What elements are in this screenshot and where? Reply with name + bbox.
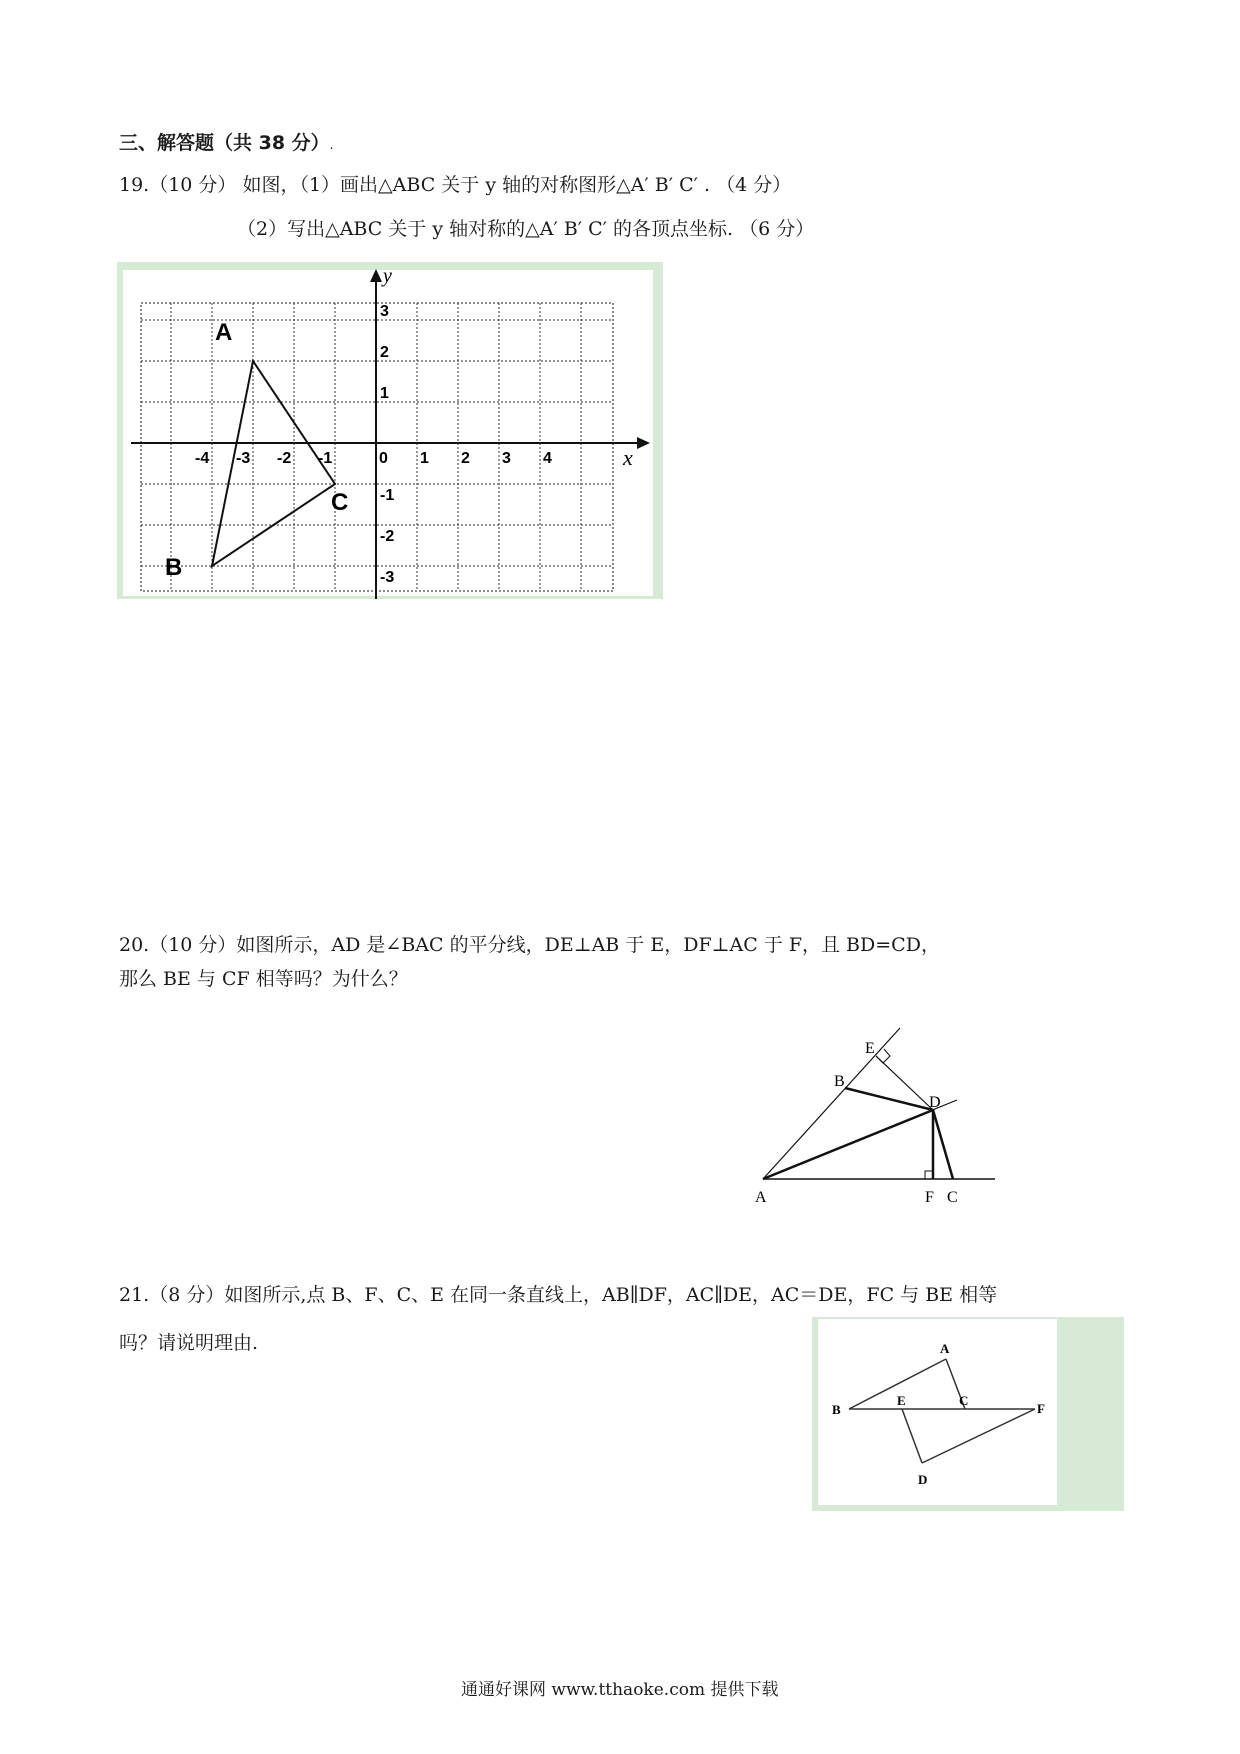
q21-line2: 吗？请说明理由. (119, 1332, 259, 1354)
x-tick-label: -4 (195, 450, 210, 467)
segment-ad (763, 1110, 933, 1179)
q21-figure (812, 1317, 1124, 1511)
section-title-mark: . (329, 138, 334, 152)
x-tick-label: -1 (318, 450, 333, 467)
q20-label-d: D (929, 1094, 941, 1111)
x-axis-label: x (623, 445, 633, 470)
y-tick-label: -1 (380, 487, 395, 504)
q20-line2: 那么 BE 与 CF 相等吗？为什么？ (119, 968, 408, 990)
q21-label-f: F (1037, 1401, 1045, 1416)
x-tick-label: 2 (461, 450, 470, 467)
y-axis-label: y (383, 265, 392, 287)
section-title (119, 134, 334, 153)
x-tick-label: 4 (543, 450, 552, 467)
q21-label-d: D (918, 1472, 928, 1487)
q20-figure (750, 1020, 1010, 1210)
q20-label-a: A (755, 1189, 767, 1206)
q21-label-c: C (959, 1393, 969, 1408)
point-b-label: B (165, 554, 183, 581)
q21-line1: 21.（8 分）如图所示,点 B、F、C、E 在同一条直线上，AB∥DF，AC∥DE，AC＝DE，FC 与 BE 相等 (119, 1284, 998, 1306)
q19-coordinate-figure (117, 262, 663, 599)
q20-label-b: B (834, 1073, 845, 1090)
q19-line1: 19.（10 分） 如图，（1）画出△ABC 关于 y 轴的对称图形△A′ B′ C′ . （4 分） (119, 174, 792, 196)
x-tick-label: 1 (420, 450, 429, 467)
ray-ab (763, 1028, 900, 1179)
x-tick-label: -2 (277, 450, 292, 467)
q20-label-e: E (865, 1040, 875, 1057)
x-tick-label: 3 (502, 450, 511, 467)
y-tick-label: 2 (380, 344, 389, 361)
segment-dc (933, 1110, 953, 1179)
q20-line1: 20.（10 分）如图所示，AD 是∠BAC 的平分线，DE⊥AB 于 E，DF⊥AC 于 F，且 BD=CD， (119, 934, 940, 956)
y-tick-label: 3 (380, 303, 389, 320)
point-c-label: C (331, 489, 349, 516)
x-tick-label: 0 (379, 450, 388, 467)
q21-label-a: A (940, 1341, 950, 1356)
q20-label-f: F (925, 1189, 934, 1206)
q21-label-b: B (832, 1402, 841, 1417)
x-tick-label: -3 (236, 450, 251, 467)
q21-label-e: E (897, 1393, 906, 1408)
section-title-text: 三、解答题（共 38 分） (119, 132, 330, 154)
y-tick-label: 1 (380, 385, 389, 402)
y-tick-label: -2 (380, 528, 395, 545)
q19-line2: （2）写出△ABC 关于 y 轴对称的△A′ B′ C′ 的各顶点坐标. （6 分） (237, 218, 815, 240)
right-angle-e-icon (876, 1049, 890, 1063)
point-a-label: A (215, 319, 233, 346)
segment-bd (845, 1088, 933, 1110)
q20-label-c: C (947, 1189, 958, 1206)
page-footer: 通通好课网 www.tthaoke.com 提供下载 (461, 1680, 779, 1700)
y-tick-label: -3 (380, 569, 395, 586)
q21-figure-panel (818, 1319, 1057, 1505)
